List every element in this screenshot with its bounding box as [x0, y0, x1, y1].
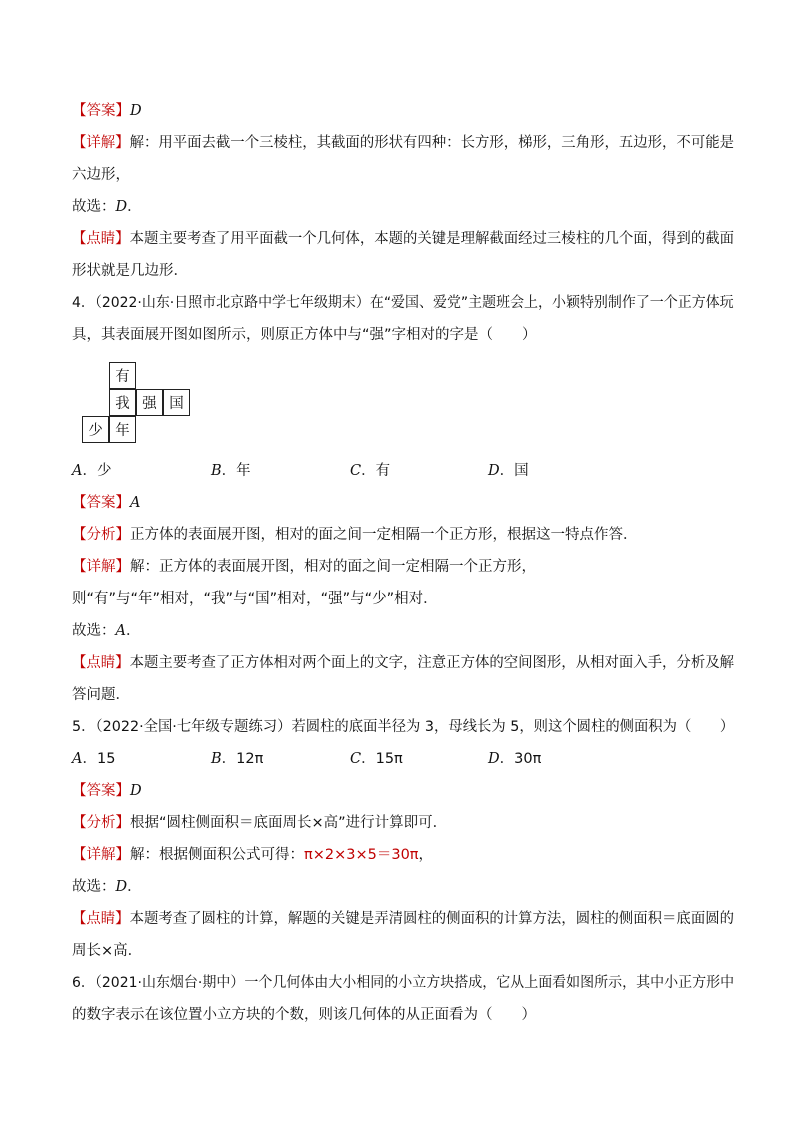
q4-answer: 【答案】A — [72, 495, 141, 511]
q3-answer: 【答案】D — [72, 103, 142, 119]
net-cell-shao: 少 — [82, 416, 109, 443]
q5-option-b[interactable]: B．12π — [211, 751, 264, 767]
q4-option-a[interactable]: A．少 — [72, 463, 112, 479]
q6-stem: 6．（2021·山东烟台·期中）一个几何体由大小相同的小立方块搭成，它从上面看如图所示，其中小正方形中 — [72, 975, 735, 991]
net-cell-qiang: 强 — [136, 389, 163, 416]
q5-option-d[interactable]: D．30π — [488, 751, 542, 767]
q5-stem: 5．（2022·全国·七年级专题练习）若圆柱的底面半径为 3，母线长为 5，则这个圆柱的侧面积为（ ） — [72, 719, 735, 735]
q5-answer: 【答案】D — [72, 783, 142, 799]
q3-comment-cont: 形状就是几边形． — [72, 263, 188, 279]
q4-choose: 故选：A． — [72, 623, 141, 639]
net-cell-wo: 我 — [109, 389, 136, 416]
q5-comment-cont: 周长×高． — [72, 943, 143, 959]
q4-option-b[interactable]: B．年 — [211, 463, 251, 479]
q5-formula: π×2×3×5＝30π — [304, 847, 419, 863]
q5-option-a[interactable]: A．15 — [72, 751, 116, 767]
q3-detail: 【详解】解：用平面去截一个三棱柱，其截面的形状有四种：长方形，梯形，三角形，五边形，不可能是 — [72, 135, 735, 151]
q5-choose: 故选：D． — [72, 879, 142, 895]
q4-option-d[interactable]: D．国 — [488, 463, 529, 479]
q5-analysis: 【分析】根据“圆柱侧面积＝底面周长×高”进行计算即可． — [72, 815, 448, 831]
q5-detail: 【详解】解：根据侧面积公式可得：π×2×3×5＝30π， — [72, 847, 434, 863]
net-cell-nian: 年 — [109, 416, 136, 443]
q4-option-c[interactable]: C．有 — [350, 463, 391, 479]
q4-stem: 4．（2022·山东·日照市北京路中学七年级期末）在“爱国、爱党”主题班会上，小颖特别制作了一个正方体玩 — [72, 295, 734, 311]
q3-choose: 故选：D． — [72, 199, 142, 215]
q4-comment-cont: 答问题． — [72, 687, 130, 703]
net-cell-you: 有 — [109, 362, 136, 389]
q4-detail: 【详解】解：正方体的表面展开图，相对的面之间一定相隔一个正方形， — [72, 559, 536, 575]
q4-detail-cont: 则“有”与“年”相对，“我”与“国”相对，“强”与“少”相对． — [72, 591, 438, 607]
q5-option-c[interactable]: C．15π — [350, 751, 403, 767]
q5-comment: 【点睛】本题考查了圆柱的计算，解题的关键是弄清圆柱的侧面积的计算方法，圆柱的侧面积＝底面圆的 — [72, 911, 735, 927]
q6-stem-cont: 的数字表示在该位置小立方块的个数，则该几何体的从正面看为（ ） — [72, 1007, 536, 1023]
q4-stem-cont: 具，其表面展开图如图所示，则原正方体中与“强”字相对的字是（ ） — [72, 327, 537, 343]
q3-comment: 【点睛】本题主要考查了用平面截一个几何体，本题的关键是理解截面经过三棱柱的几个面，得到的截面 — [72, 231, 735, 247]
q3-detail-cont: 六边形， — [72, 167, 130, 183]
cube-net-figure — [82, 362, 194, 446]
q4-comment: 【点睛】本题主要考查了正方体相对两个面上的文字，注意正方体的空间图形，从相对面入手，分析及解 — [72, 655, 735, 671]
q4-analysis: 【分析】正方体的表面展开图，相对的面之间一定相隔一个正方形，根据这一特点作答． — [72, 527, 638, 543]
net-cell-guo: 国 — [163, 389, 190, 416]
